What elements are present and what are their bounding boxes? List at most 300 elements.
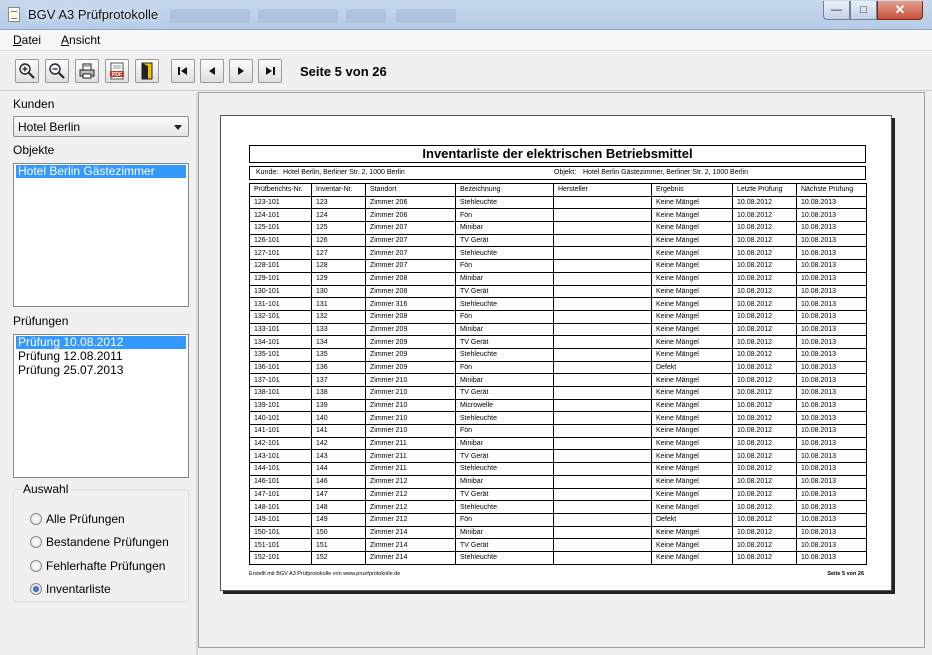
table-cell: Zimmer 214 [366,539,456,552]
svg-text:PDF: PDF [112,72,122,78]
table-cell: 10.08.2012 [733,387,797,400]
toolbar [0,52,932,91]
zoom-in-icon [18,62,36,80]
kunde-value: Hotel Berlin, Berliner Str. 2, 1000 Berlin [283,169,405,176]
table-row [250,361,867,374]
zoom-out-button[interactable] [45,59,69,83]
radio-alle-pruefungen[interactable] [30,512,125,526]
table-cell [554,222,652,235]
table-cell: 123 [312,196,366,209]
table-cell [554,539,652,552]
table-cell: 126-101 [250,234,312,247]
exit-button[interactable] [135,59,159,83]
list-item[interactable]: Hotel Berlin Gästezimmer [16,165,186,178]
table-cell: 124-101 [250,209,312,222]
table-cell: 147-101 [250,488,312,501]
table-cell: Zimmer 207 [366,260,456,273]
table-cell: Zimmer 214 [366,551,456,564]
radio-label: Fehlerhafte Prüfungen [46,559,166,573]
table-row [250,234,867,247]
blurred-background-region [346,9,386,23]
table-cell: Minibar [456,374,554,387]
table-row [250,285,867,298]
table-cell: Minibar [456,475,554,488]
table-cell: Zimmer 212 [366,501,456,514]
table-cell: Zimmer 208 [366,310,456,323]
table-cell: 10.08.2012 [733,513,797,526]
table-cell [554,348,652,361]
column-header: Ergebnis [652,184,733,197]
radio-bestandene-pruefungen[interactable] [30,535,169,549]
table-cell: 10.08.2012 [733,234,797,247]
table-cell: Zimmer 210 [366,387,456,400]
table-cell: 141-101 [250,425,312,438]
table-cell: 151 [312,539,366,552]
table-cell: Zimmer 210 [366,399,456,412]
first-page-button[interactable] [171,59,195,83]
prev-page-icon [205,64,219,78]
table-cell: Fön [456,361,554,374]
table-row [250,247,867,260]
radio-button[interactable] [30,536,42,548]
radio-button-checked[interactable] [30,583,42,595]
table-cell: Zimmer 210 [366,374,456,387]
table-row [250,272,867,285]
page-indicator: Seite 5 von 26 [300,64,387,79]
table-cell: TV Gerät [456,450,554,463]
table-cell [554,526,652,539]
exit-icon [138,62,156,80]
table-row [250,412,867,425]
zoom-out-icon [48,62,66,80]
table-cell: 10.08.2013 [797,463,867,476]
table-row [250,437,867,450]
table-cell: Fön [456,513,554,526]
table-cell: 125 [312,222,366,235]
window-title: BGV A3 Prüfprotokolle [28,7,159,22]
table-cell: TV Gerät [456,234,554,247]
table-row [250,310,867,323]
objekt-value: Hotel Berlin Gästezimmer, Berliner Str. 2, 1000 Berlin [583,169,748,176]
table-cell [554,374,652,387]
table-cell: Keine Mängel [652,285,733,298]
table-cell: Keine Mängel [652,260,733,273]
table-row [250,222,867,235]
table-row [250,209,867,222]
table-cell: 10.08.2013 [797,247,867,260]
radio-fehlerhafte-pruefungen[interactable] [30,559,165,573]
table-cell: Stehleuchte [456,412,554,425]
table-cell: 10.08.2013 [797,196,867,209]
auswahl-group [13,482,189,602]
zoom-in-button[interactable] [15,59,39,83]
radio-label: Inventarliste [46,582,111,596]
table-row [250,450,867,463]
table-cell: 10.08.2013 [797,387,867,400]
table-cell: 10.08.2013 [797,412,867,425]
document-title: Inventarliste der elektrischen Betriebsmittel [249,145,866,163]
pdf-export-button[interactable] [105,59,129,83]
table-cell: 127-101 [250,247,312,260]
table-cell: Keine Mängel [652,272,733,285]
table-cell: 10.08.2012 [733,196,797,209]
table-cell: 128-101 [250,260,312,273]
inventory-table [249,183,867,565]
table-cell [554,551,652,564]
table-cell [554,323,652,336]
table-cell: Keine Mängel [652,310,733,323]
table-cell [554,260,652,273]
table-cell: 10.08.2012 [733,374,797,387]
table-cell: 134-101 [250,336,312,349]
table-cell: Stehleuchte [456,551,554,564]
table-cell: 10.08.2013 [797,234,867,247]
table-cell: TV Gerät [456,387,554,400]
table-cell: TV Gerät [456,539,554,552]
table-cell: 133-101 [250,323,312,336]
table-body [250,196,867,564]
table-cell: 10.08.2013 [797,513,867,526]
table-cell: 10.08.2012 [733,336,797,349]
radio-button[interactable] [30,560,42,572]
table-cell: 10.08.2013 [797,488,867,501]
table-cell: Defekt [652,513,733,526]
column-header: Nächste Prüfung [797,184,867,197]
table-cell: Zimmer 209 [366,336,456,349]
app-icon [8,7,20,22]
next-page-button[interactable] [229,59,253,83]
column-header: Inventar-Nr. [312,184,366,197]
table-cell: 148-101 [250,501,312,514]
table-cell: Fön [456,260,554,273]
table-cell: 10.08.2012 [733,361,797,374]
table-cell: 131 [312,298,366,311]
table-cell: Keine Mängel [652,196,733,209]
table-cell: 10.08.2012 [733,298,797,311]
table-cell: Keine Mängel [652,247,733,260]
table-cell: 10.08.2013 [797,526,867,539]
table-cell: 10.08.2013 [797,310,867,323]
table-cell: Zimmer 208 [366,272,456,285]
table-cell: 130-101 [250,285,312,298]
table-cell: 152 [312,551,366,564]
table-row [250,539,867,552]
table-cell: 127 [312,247,366,260]
table-cell: 10.08.2013 [797,501,867,514]
menu-datei[interactable]: Datei [13,33,42,47]
table-cell: 138-101 [250,387,312,400]
table-cell: 149 [312,513,366,526]
table-cell: 10.08.2012 [733,260,797,273]
table-cell: Keine Mängel [652,348,733,361]
table-cell: 150 [312,526,366,539]
radio-button[interactable] [30,513,42,525]
table-cell: Minibar [456,526,554,539]
table-row [250,463,867,476]
table-cell: Zimmer 209 [366,323,456,336]
table-cell: 143-101 [250,450,312,463]
table-cell: Zimmer 207 [366,234,456,247]
table-cell: 139-101 [250,399,312,412]
table-cell: 136 [312,361,366,374]
table-cell [554,488,652,501]
table-cell: 152-101 [250,551,312,564]
table-cell: 146 [312,475,366,488]
table-row [250,260,867,273]
table-row [250,551,867,564]
table-cell: 10.08.2012 [733,247,797,260]
table-cell: Zimmer 211 [366,450,456,463]
table-cell: Keine Mängel [652,222,733,235]
table-cell: Zimmer 207 [366,247,456,260]
table-cell: 10.08.2013 [797,222,867,235]
table-row [250,298,867,311]
maximize-button[interactable]: □ [850,1,877,20]
table-cell: TV Gerät [456,336,554,349]
table-cell: 10.08.2013 [797,209,867,222]
minimize-button[interactable]: — [823,1,850,20]
table-cell [554,310,652,323]
list-item[interactable]: Prüfung 25.07.2013 [18,363,124,377]
blurred-background-region [170,9,250,23]
table-cell [554,247,652,260]
table-cell: Zimmer 210 [366,412,456,425]
table-row [250,513,867,526]
table-row [250,425,867,438]
list-item[interactable]: Prüfung 10.08.2012 [16,336,186,349]
table-cell: Defekt [652,361,733,374]
table-cell: Keine Mängel [652,323,733,336]
auswahl-label: Auswahl [23,482,69,496]
table-cell [554,285,652,298]
table-cell: 144-101 [250,463,312,476]
table-cell: Minibar [456,222,554,235]
table-cell: 151-101 [250,539,312,552]
prev-page-button[interactable] [200,59,224,83]
radio-label: Alle Prüfungen [46,512,125,526]
last-page-button[interactable] [258,59,282,83]
table-cell: 10.08.2013 [797,272,867,285]
table-cell [554,463,652,476]
table-cell: 10.08.2013 [797,539,867,552]
table-cell: 135 [312,348,366,361]
table-cell [554,412,652,425]
table-cell: 133 [312,323,366,336]
table-cell: Zimmer 212 [366,488,456,501]
kunde-label: Kunde: [256,169,279,176]
table-cell: Keine Mängel [652,374,733,387]
table-cell: 150-101 [250,526,312,539]
table-cell: 10.08.2013 [797,399,867,412]
kunden-dropdown[interactable] [13,116,189,137]
table-cell: 132-101 [250,310,312,323]
table-cell: Keine Mängel [652,399,733,412]
table-cell: Zimmer 210 [366,425,456,438]
table-cell: 10.08.2013 [797,260,867,273]
table-cell [554,196,652,209]
radio-inventarliste[interactable] [30,582,111,596]
table-cell [554,437,652,450]
table-cell: 10.08.2012 [733,285,797,298]
table-cell: Zimmer 208 [366,285,456,298]
kunden-label: Kunden [13,97,55,111]
table-row [250,323,867,336]
table-cell: Keine Mängel [652,209,733,222]
table-cell [554,298,652,311]
table-row [250,501,867,514]
first-page-icon [176,64,190,78]
table-row [250,336,867,349]
close-button[interactable]: ✕ [877,1,923,20]
objekt-label: Objekt: [554,169,577,176]
table-cell: 10.08.2012 [733,272,797,285]
document-page [220,115,892,591]
table-cell: Zimmer 206 [366,196,456,209]
objekte-list[interactable] [13,163,189,307]
column-header: Bezeichnung [456,184,554,197]
table-cell: 125-101 [250,222,312,235]
table-cell: 149-101 [250,513,312,526]
table-row [250,526,867,539]
table-cell: 135-101 [250,348,312,361]
table-cell: 10.08.2013 [797,336,867,349]
table-cell: 146-101 [250,475,312,488]
table-cell: 10.08.2012 [733,222,797,235]
table-cell: Zimmer 211 [366,463,456,476]
print-button[interactable] [75,59,99,83]
print-icon [78,62,96,80]
table-cell: Zimmer 209 [366,361,456,374]
menu-ansicht[interactable]: Ansicht [61,33,101,47]
table-cell: 138 [312,387,366,400]
pruefungen-label: Prüfungen [13,314,69,328]
table-cell: Minibar [456,272,554,285]
table-cell: Keine Mängel [652,475,733,488]
table-cell: 10.08.2013 [797,551,867,564]
table-cell: Keine Mängel [652,412,733,425]
table-cell: 128 [312,260,366,273]
table-cell: 10.08.2013 [797,285,867,298]
table-cell: 126 [312,234,366,247]
document-info-row [249,166,866,180]
table-cell: Keine Mängel [652,298,733,311]
radio-label: Bestandene Prüfungen [46,535,169,549]
table-cell: 10.08.2013 [797,450,867,463]
table-cell: Zimmer 212 [366,513,456,526]
pruefungen-list[interactable] [13,334,189,478]
table-cell: Fön [456,209,554,222]
table-cell: TV Gerät [456,285,554,298]
table-cell: Zimmer 206 [366,209,456,222]
table-cell: Stehleuchte [456,247,554,260]
table-cell: Stehleuchte [456,298,554,311]
table-row [250,475,867,488]
table-cell: 131-101 [250,298,312,311]
table-cell: 10.08.2013 [797,348,867,361]
table-cell: 10.08.2012 [733,399,797,412]
table-cell: 129 [312,272,366,285]
table-row [250,387,867,400]
table-cell: 140 [312,412,366,425]
table-row [250,348,867,361]
list-item[interactable]: Prüfung 12.08.2011 [18,349,123,363]
table-cell: Stehleuchte [456,463,554,476]
table-cell: Keine Mängel [652,234,733,247]
table-cell [554,513,652,526]
table-cell: 142-101 [250,437,312,450]
chevron-down-icon[interactable] [174,125,182,130]
table-cell: 10.08.2012 [733,425,797,438]
table-cell: 147 [312,488,366,501]
table-cell: 10.08.2012 [733,463,797,476]
table-cell: Keine Mängel [652,387,733,400]
table-cell [554,361,652,374]
table-cell: 137-101 [250,374,312,387]
table-cell: 10.08.2012 [733,323,797,336]
table-cell: 10.08.2013 [797,425,867,438]
table-cell: 10.08.2012 [733,310,797,323]
column-header: Letzte Prüfung [733,184,797,197]
table-cell: 10.08.2012 [733,475,797,488]
table-cell: Fön [456,425,554,438]
table-cell [554,209,652,222]
table-cell: 137 [312,374,366,387]
table-cell [554,336,652,349]
table-cell: Keine Mängel [652,450,733,463]
document-footer-page: Seite 5 von 26 [827,571,864,577]
table-cell: 140-101 [250,412,312,425]
table-cell: 141 [312,425,366,438]
kunden-selected-value: Hotel Berlin [18,120,81,134]
table-cell: 144 [312,463,366,476]
title-bar[interactable] [0,0,932,30]
table-cell: Keine Mängel [652,501,733,514]
table-row [250,196,867,209]
table-cell: 10.08.2012 [733,551,797,564]
table-cell: Fön [456,310,554,323]
table-cell: Keine Mängel [652,437,733,450]
table-cell: 129-101 [250,272,312,285]
table-cell: 142 [312,437,366,450]
table-cell: 10.08.2012 [733,488,797,501]
table-cell: 134 [312,336,366,349]
table-cell: 139 [312,399,366,412]
table-cell: Minibar [456,323,554,336]
table-cell [554,425,652,438]
table-cell: Keine Mängel [652,463,733,476]
table-cell [554,234,652,247]
table-cell: Zimmer 207 [366,222,456,235]
column-header: Standort [366,184,456,197]
table-cell: 10.08.2012 [733,348,797,361]
table-cell: 10.08.2012 [733,412,797,425]
table-cell [554,272,652,285]
blurred-background-region [258,9,338,23]
objekte-label: Objekte [13,143,55,157]
pdf-export-icon [108,62,126,80]
table-cell: 10.08.2012 [733,450,797,463]
menu-bar [0,30,932,51]
table-cell: 148 [312,501,366,514]
table-cell: 10.08.2013 [797,475,867,488]
table-cell: 10.08.2012 [733,539,797,552]
table-cell: 132 [312,310,366,323]
column-header: Prüfberichts-Nr. [250,184,312,197]
table-cell: Zimmer 214 [366,526,456,539]
table-cell: 10.08.2013 [797,361,867,374]
table-cell: Keine Mängel [652,539,733,552]
table-cell: 10.08.2013 [797,437,867,450]
